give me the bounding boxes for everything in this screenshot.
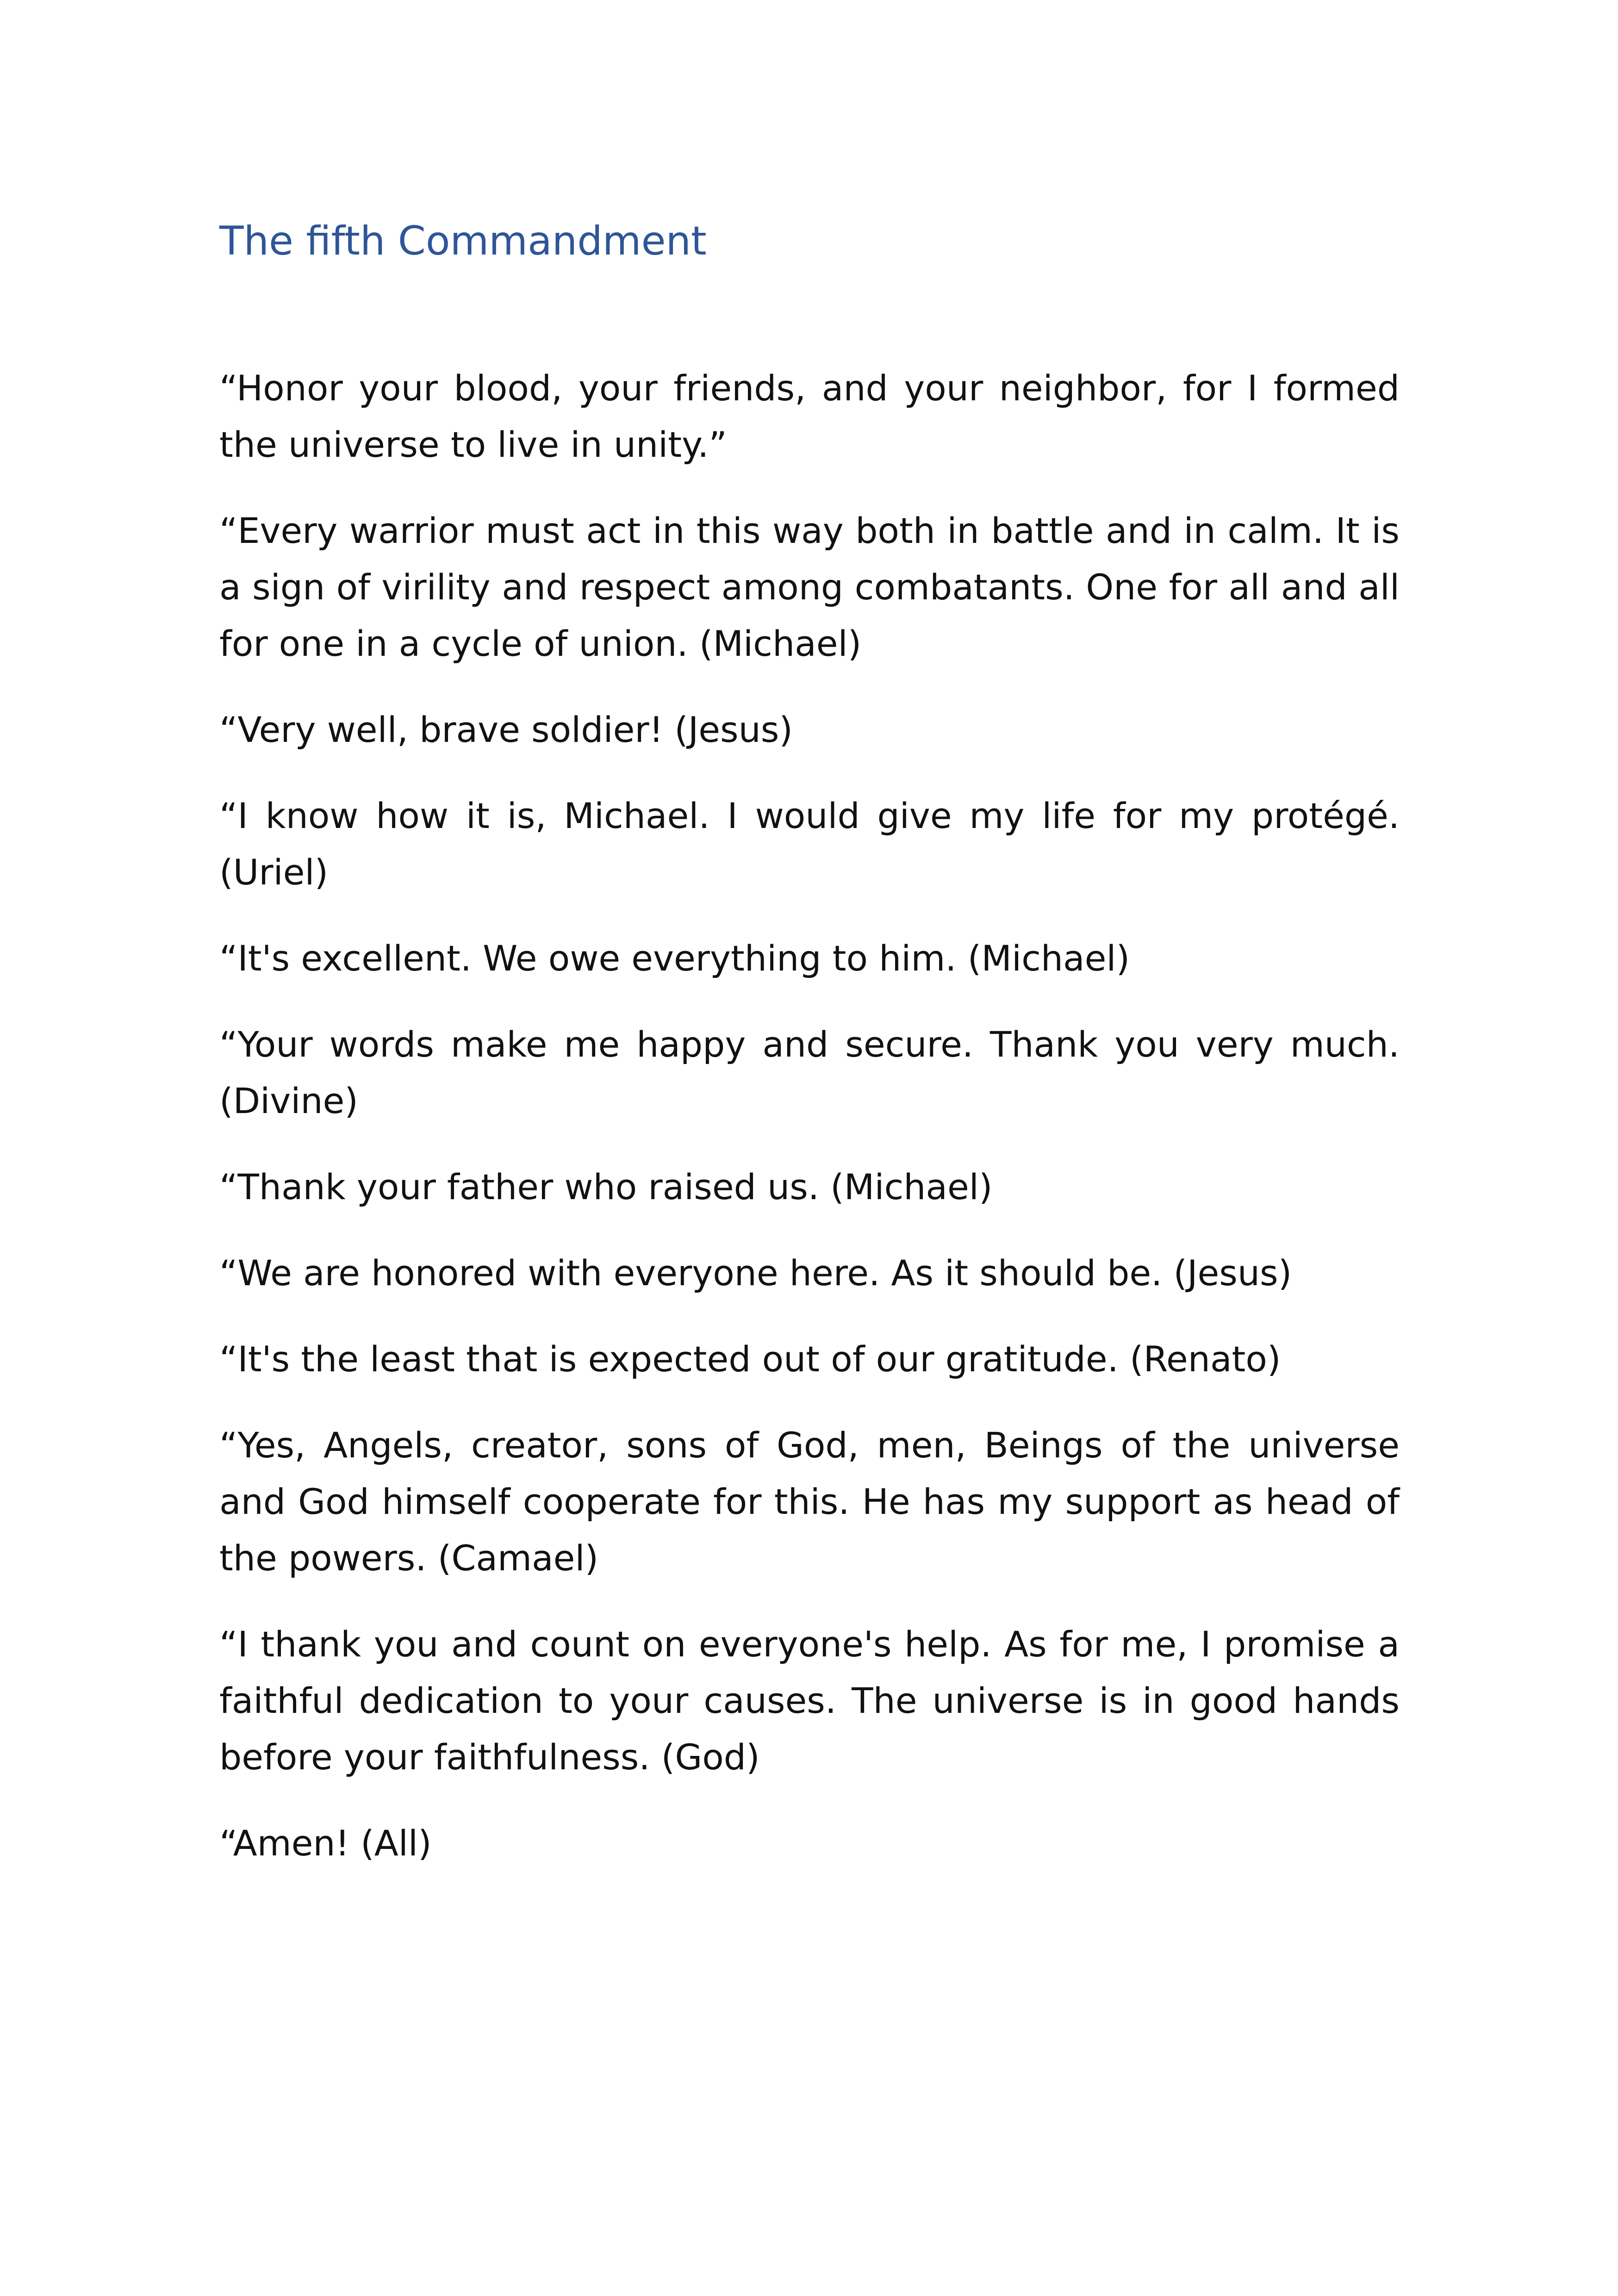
paragraph: “I know how it is, Michael. I would give my life for my protégé. (Uriel) xyxy=(219,795,1400,893)
paragraph: “Honor your blood, your friends, and your neighbor, for I formed the universe to live in unity.” xyxy=(219,367,1400,466)
paragraph: “Your words make me happy and secure. Thank you very much. (Divine) xyxy=(219,1024,1400,1122)
paragraph: “Thank your father who raised us. (Michael) xyxy=(219,1166,993,1208)
page-title: The fifth Commandment xyxy=(219,218,707,264)
paragraph: “Yes, Angels, creator, sons of God, men, Beings of the universe and God himself cooperate for this. He has my support as head of the powers. (Camael) xyxy=(219,1425,1400,1579)
paragraph: “It's excellent. We owe everything to him. (Michael) xyxy=(219,938,1130,979)
paragraph: “It's the least that is expected out of our gratitude. (Renato) xyxy=(219,1338,1281,1380)
paragraph: “We are honored with everyone here. As it should be. (Jesus) xyxy=(219,1252,1292,1294)
document-content xyxy=(219,218,1400,1872)
paragraph: “Very well, brave soldier! (Jesus) xyxy=(219,709,793,751)
paragraph: “Every warrior must act in this way both in battle and in calm. It is a sign of virility and respect among combatants. One for all and all for one in a cycle of union. (Michael) xyxy=(219,510,1400,665)
document-body xyxy=(219,360,1400,1872)
paragraph: “I thank you and count on everyone's help. As for me, I promise a faithful dedication to your causes. The universe is in good hands before your faithfulness. (God) xyxy=(219,1624,1400,1778)
paragraph: “Amen! (All) xyxy=(219,1823,432,1864)
